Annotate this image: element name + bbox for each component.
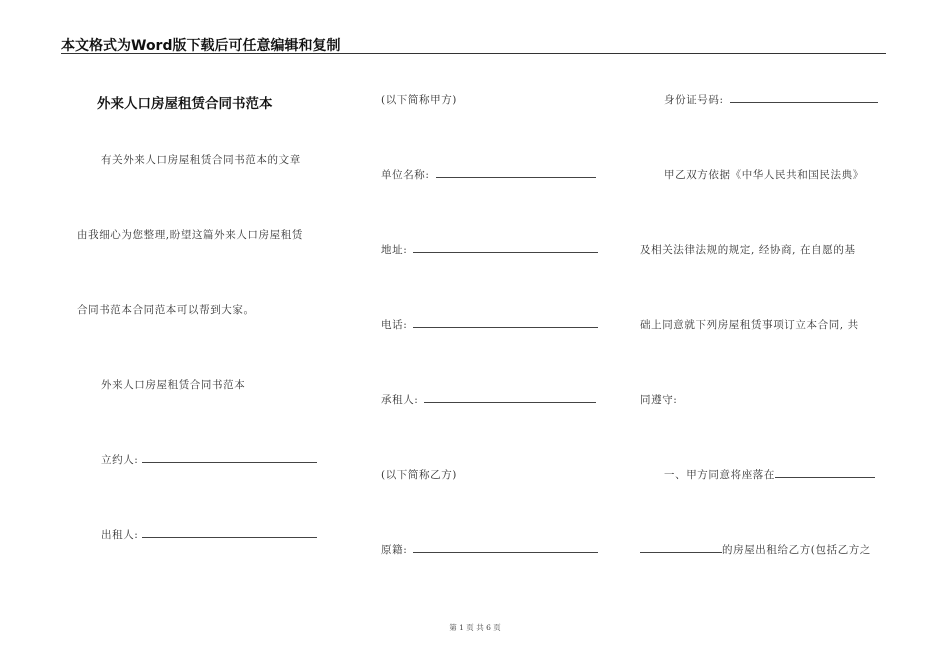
clause-1-cont: 的房屋出租给乙方(包括乙方之 <box>722 544 871 556</box>
clause-1-line-1 <box>664 467 875 482</box>
para-line-2: 及相关法律法规的规定, 经协商, 在自愿的基 <box>640 244 856 256</box>
company-field <box>381 167 596 182</box>
party-b-note: (以下简称乙方) <box>381 469 457 481</box>
party-a-note: (以下简称甲方) <box>381 94 457 106</box>
para-line-3: 础上同意就下列房屋租赁事项订立本合同, 共 <box>640 319 859 331</box>
intro-line-2: 由我细心为您整理,盼望这篇外来人口房屋租赁 <box>77 229 303 241</box>
phone-field <box>381 317 598 332</box>
origin-field <box>381 542 598 557</box>
origin-blank <box>413 542 598 553</box>
address-label: 地址: <box>381 244 408 256</box>
lessee-label: 承租人: <box>381 394 419 406</box>
signer-field <box>101 452 317 467</box>
signer-label: 立约人: <box>101 454 139 466</box>
intro-line-3: 合同书范本合同范本可以帮到大家。 <box>77 304 255 316</box>
address-blank <box>413 242 598 253</box>
para-line-1: 甲乙双方依据《中华人民共和国民法典》 <box>664 169 864 181</box>
id-number-label: 身份证号码: <box>664 94 724 106</box>
signer-blank <box>142 452 317 463</box>
header-text: 本文格式为Word版下载后可任意编辑和复制 <box>61 38 341 54</box>
location-blank <box>775 467 875 478</box>
contract-subtitle: 外来人口房屋租赁合同书范本 <box>101 379 246 391</box>
clause-1-line-2 <box>640 542 871 557</box>
house-blank <box>640 542 722 553</box>
lessee-blank <box>424 392 596 403</box>
lessor-field <box>101 527 317 542</box>
company-label: 单位名称: <box>381 169 430 181</box>
phone-blank <box>413 317 598 328</box>
page-number: 第 1 页 共 6 页 <box>449 623 501 632</box>
company-blank <box>436 167 596 178</box>
origin-label: 原籍: <box>381 544 408 556</box>
lessee-field <box>381 392 596 407</box>
clause-1-start: 一、甲方同意将座落在 <box>664 469 775 481</box>
document-title: 外来人口房屋租赁合同书范本 <box>97 96 273 112</box>
address-field <box>381 242 598 257</box>
lessor-blank <box>142 527 317 538</box>
page-footer <box>0 622 950 633</box>
id-number-field <box>664 92 878 107</box>
id-number-blank <box>730 92 878 103</box>
phone-label: 电话: <box>381 319 408 331</box>
lessor-label: 出租人: <box>101 529 139 541</box>
intro-line-1: 有关外来人口房屋租赁合同书范本的文章 <box>101 154 301 166</box>
para-line-4: 同遵守: <box>640 394 678 406</box>
document-header <box>61 33 886 54</box>
